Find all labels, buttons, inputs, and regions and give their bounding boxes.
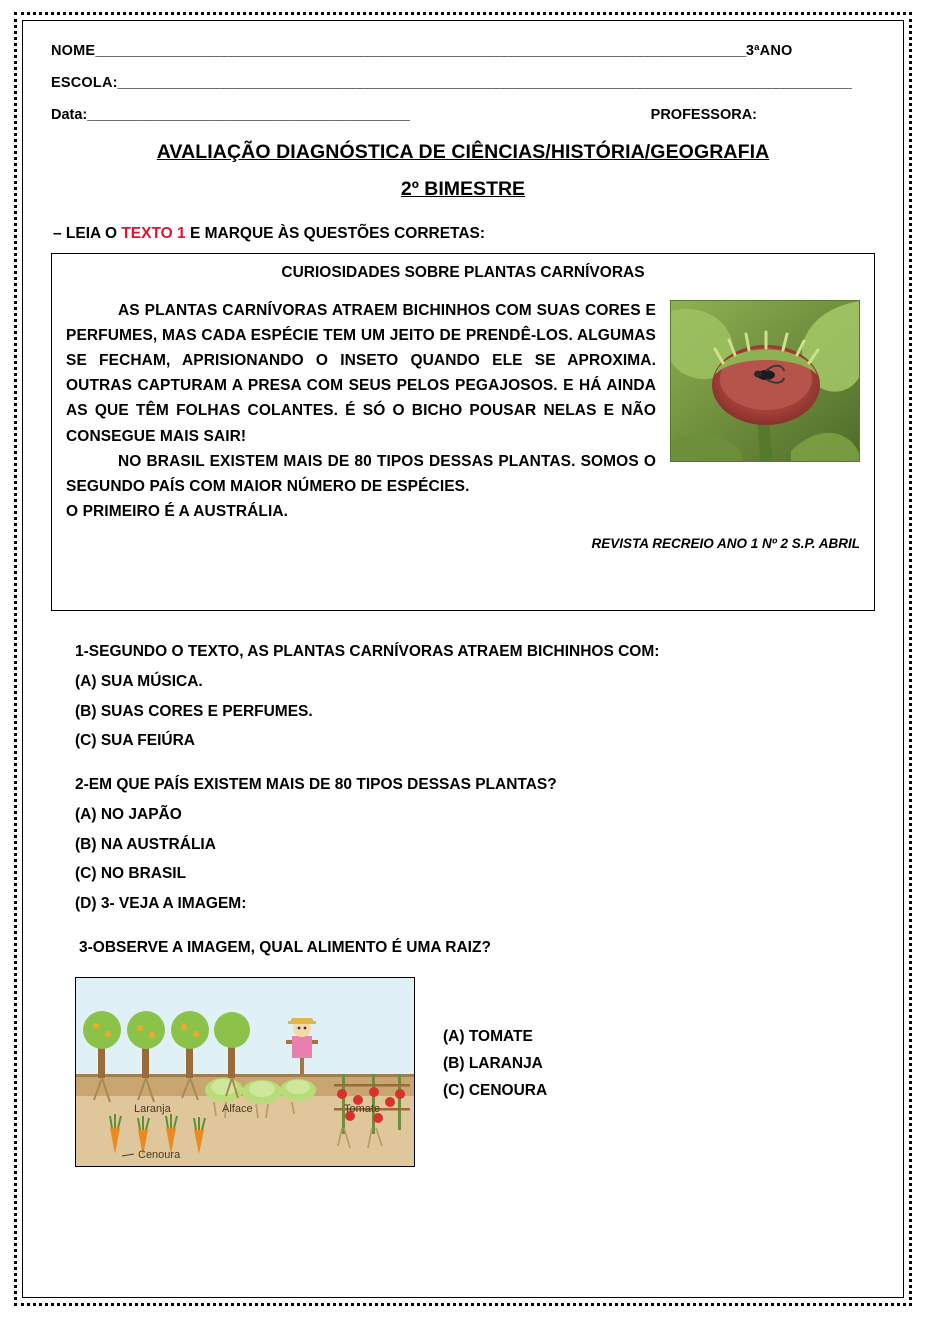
- question-2-option-b[interactable]: (B) NA AUSTRÁLIA: [75, 835, 216, 853]
- page-title: AVALIAÇÃO DIAGNÓSTICA DE CIÊNCIAS/HISTÓRIA/GEOGRAFIA: [156, 141, 770, 163]
- teacher-field[interactable]: [651, 107, 875, 123]
- grade-label: 3ªANO: [745, 43, 793, 59]
- questions-section: [51, 637, 875, 1167]
- name-label: NOME: [51, 43, 96, 59]
- question-2: [75, 770, 875, 919]
- question-2-option-c[interactable]: (C) NO BRASIL: [75, 865, 187, 883]
- question-3-option-b[interactable]: (B) LARANJA: [443, 1054, 543, 1072]
- svg-text:Alface: Alface: [222, 1102, 253, 1115]
- svg-text:Cenoura: Cenoura: [138, 1148, 181, 1161]
- page-subtitle: 2º BIMESTRE: [400, 178, 526, 200]
- question-3-options: [443, 977, 547, 1104]
- school-label: ESCOLA:: [51, 75, 118, 91]
- question-1-option-b[interactable]: (B) SUAS CORES E PERFUMES.: [75, 702, 313, 720]
- venus-flytrap-image: [670, 300, 860, 462]
- school-field[interactable]: [51, 75, 875, 91]
- date-teacher-row: [51, 107, 875, 123]
- instruction-highlight: TEXTO 1: [121, 225, 186, 242]
- text-box-title: CURIOSIDADES SOBRE PLANTAS CARNÍVORAS: [281, 264, 645, 281]
- name-blank: ______________________________________________________________________________________: [95, 43, 746, 59]
- paragraph-1-text: AS PLANTAS CARNÍVORAS ATRAEM BICHINHOS COM SUAS CORES E PERFUMES, MAS CADA ESPÉCIE TEM UM JEITO DE PRENDÊ-LOS. ALGUMAS SE FECHAM, APRISIONANDO O INSETO QUANDO ELE SE APROXIMA. OUTRAS CAPTURAM A PRESA COM SEUS PELOS PEGAJOSOS. E HÁ AINDA AS QUE TÊM FOLHAS COLANTES. É SÓ O BICHO POUSAR NELAS E NÃO CONSEGUE MAIS SAIR!: [66, 302, 656, 445]
- instruction-before: – LEIA O: [53, 225, 122, 242]
- date-field[interactable]: [51, 107, 410, 123]
- date-label: Data:: [51, 107, 88, 123]
- farm-crops-illustration: [76, 978, 415, 1167]
- question-3-option-a[interactable]: (A) TOMATE: [443, 1027, 533, 1045]
- question-2-stem: 2-EM QUE PAÍS EXISTEM MAIS DE 80 TIPOS DESSAS PLANTAS?: [75, 776, 557, 793]
- question-2-option-d[interactable]: (D) 3- VEJA A IMAGEM:: [75, 895, 247, 912]
- question-3-option-c[interactable]: (C) CENOURA: [443, 1081, 548, 1099]
- reading-text-box: [51, 253, 875, 611]
- question-2-option-a[interactable]: (A) NO JAPÃO: [75, 805, 182, 823]
- teacher-label: PROFESSORA:: [650, 107, 757, 123]
- question-1-option-c[interactable]: (C) SUA FEIÚRA: [75, 732, 195, 750]
- student-name-field[interactable]: [51, 43, 875, 59]
- question-1-option-a[interactable]: (A) SUA MÚSICA.: [75, 672, 203, 690]
- svg-text:Laranja: Laranja: [134, 1102, 171, 1115]
- instruction-line: [53, 225, 875, 243]
- svg-text:Tomate: Tomate: [344, 1102, 381, 1115]
- question-3: [75, 933, 875, 963]
- date-blank: ________________________________________: [87, 107, 410, 123]
- venus-flytrap-illustration: [671, 301, 860, 462]
- farm-crops-image: [75, 977, 415, 1167]
- instruction-after: E MARQUE ÀS QUESTÕES CORRETAS:: [185, 225, 486, 242]
- paragraph-2-text: NO BRASIL EXISTEM MAIS DE 80 TIPOS DESSAS PLANTAS. SOMOS O SEGUNDO PAÍS COM MAIOR NÚMERO DE ESPÉCIES.: [66, 452, 656, 495]
- school-blank: _________________________________________________________________________________________________: [117, 75, 852, 91]
- question-1-stem: 1-SEGUNDO O TEXTO, AS PLANTAS CARNÍVORAS ATRAEM BICHINHOS COM:: [75, 643, 660, 660]
- question-1: [75, 637, 875, 756]
- question-3-image-row: [75, 977, 875, 1167]
- question-3-stem: 3-OBSERVE A IMAGEM, QUAL ALIMENTO É UMA RAIZ?: [79, 938, 491, 956]
- paragraph-3: O PRIMEIRO É A AUSTRÁLIA.: [66, 502, 289, 520]
- text-source: REVISTA RECREIO ANO 1 Nº 2 S.P. ABRIL: [591, 535, 860, 551]
- worksheet-page: [22, 20, 904, 1298]
